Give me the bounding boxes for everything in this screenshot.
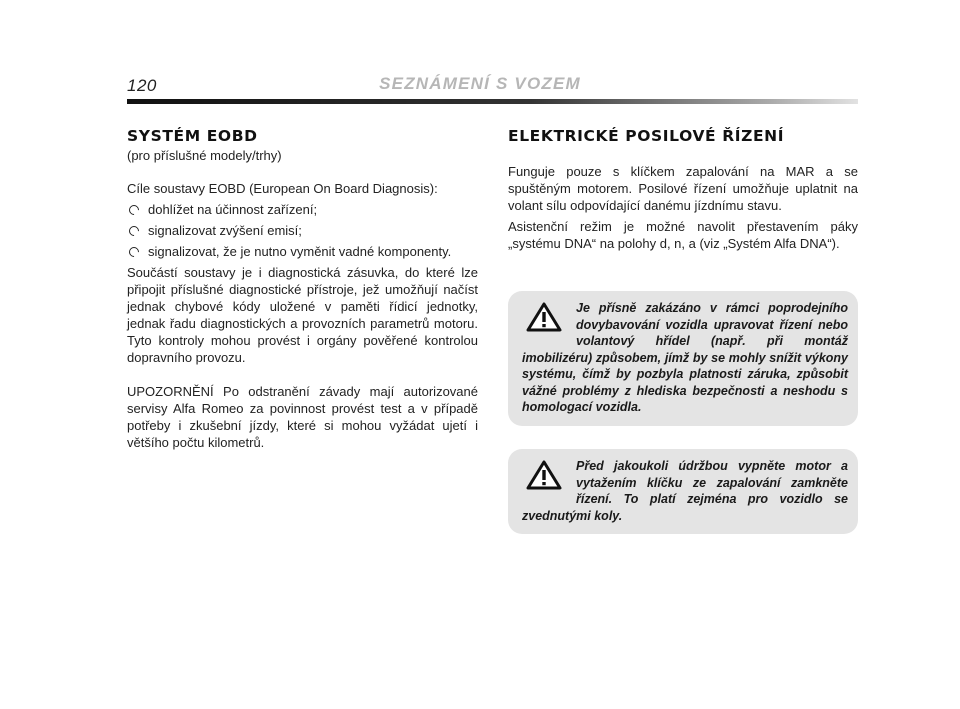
steering-title: ELEKTRICKÉ POSILOVÉ ŘÍZENÍ	[508, 127, 785, 145]
eobd-intro: Cíle soustavy EOBD (European On Board Diagnosis):	[127, 181, 438, 196]
list-item	[127, 222, 478, 239]
steering-section	[508, 127, 858, 252]
bullet-text: dohlížet na účinnost zařízení;	[148, 202, 318, 217]
eobd-paragraph: Součástí soustavy je i diagnostická zásuvka, do které lze připojit příslušné diagnostické přístroje, jež umožňují načíst jednak chybové kódy uložené v paměti řídicí jednotky, jednak řadu diagnostických a provozních parametrů motoru. Tyto kontroly mohou provést i orgány pověřené kontrolou dopravního provozu.	[127, 265, 478, 365]
warning-triangle-icon	[526, 460, 562, 490]
page-number: 120	[127, 76, 157, 95]
eobd-notice: UPOZORNĚNÍ Po odstranění závady mají autorizované servisy Alfa Romeo za povinnost provést test a v případě potřeby i zkušební jízdy, které si mohou vyžádat ujetí i většího počtu kilometrů.	[127, 384, 478, 450]
steering-paragraph-1: Funguje pouze s klíčkem zapalování na MAR a se spuštěným motorem. Posilové řízení umožňuje uplatnit na volant sílu odpovídající danému jízdnímu stavu.	[508, 164, 858, 213]
bullet-icon	[127, 245, 141, 259]
warning-triangle-icon	[526, 302, 562, 332]
eobd-section	[127, 127, 478, 451]
bullet-text: signalizovat zvýšení emisí;	[148, 223, 302, 238]
warning-box-1	[508, 291, 858, 426]
steering-paragraph-2: Asistenční režim je možné navolit přestavením páky „systému DNA“ na polohy d, n, a (viz „Systém Alfa DNA“).	[508, 219, 858, 251]
eobd-title: SYSTÉM EOBD	[127, 127, 258, 145]
eobd-subtitle: (pro příslušné modely/trhy)	[127, 148, 282, 163]
list-item	[127, 243, 478, 260]
header-rule	[127, 99, 858, 104]
warning-text-1: Je přísně zakázáno v rámci poprodejního dovybavování vozidla upravovat řízení nebo volantový hřídel (např. při montáž imobilizéru) způsobem, jímž by se mohly snížit výkony systému, čímž by pozbyla platnosti záruka, způsobit vážné problémy z hlediska bezpečnosti a neshodu s homologací vozidla.	[522, 301, 848, 414]
warning-text-2: Před jakoukoli údržbou vypněte motor a vytažením klíčku ze zapalování zamkněte řízení. To platí zejména pro vozidlo se zvednutými koly.	[522, 459, 848, 523]
list-item	[127, 201, 478, 218]
bullet-icon	[127, 224, 141, 238]
running-title: SEZNÁMENÍ S VOZEM	[379, 74, 581, 93]
bullet-text: signalizovat, že je nutno vyměnit vadné komponenty.	[148, 244, 452, 259]
warning-box-2	[508, 449, 858, 534]
bullet-icon	[127, 203, 141, 217]
